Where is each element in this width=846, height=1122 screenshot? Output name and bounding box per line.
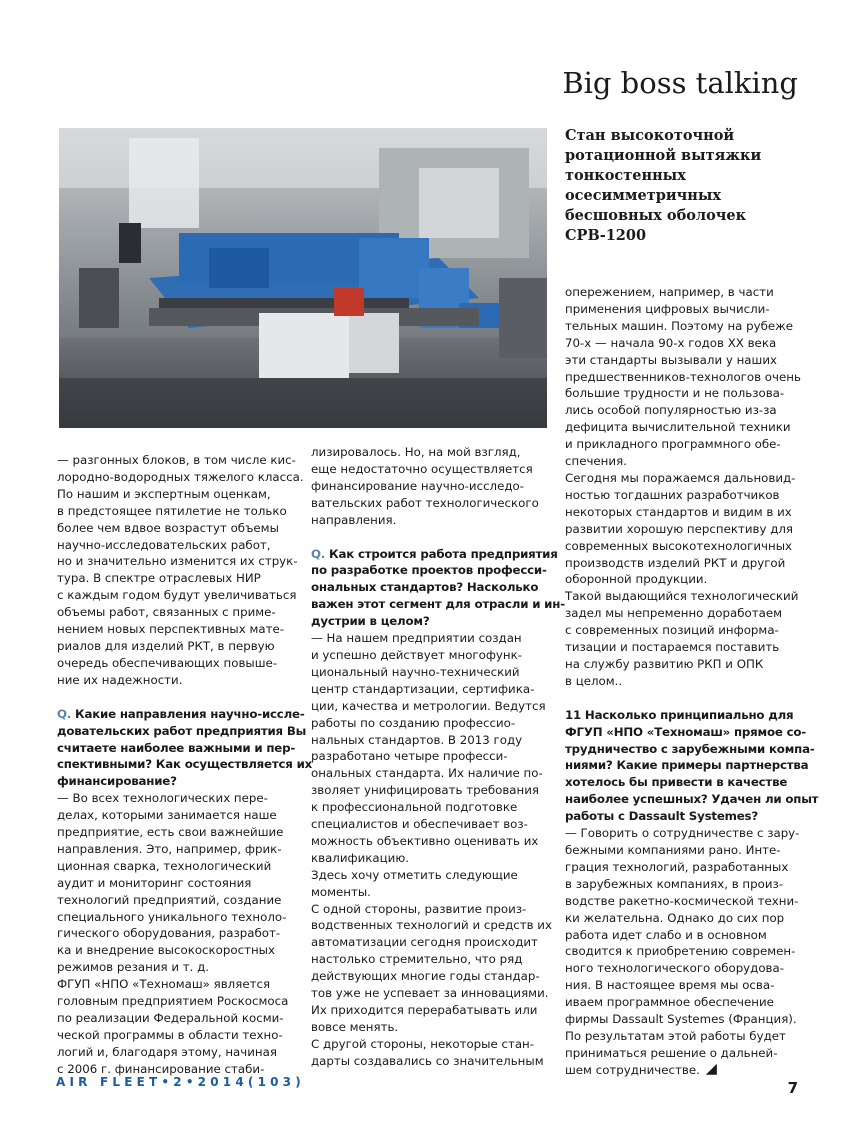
text-line: и прикладного программного обе- [565, 437, 781, 452]
text-line [565, 1062, 805, 1079]
text-line: в зарубежных компаниях, в произ- [565, 876, 784, 891]
text-line: циональный научно-технический [311, 664, 520, 679]
interview-question [57, 706, 313, 791]
text-line: риалов для изделий РКТ, в первую [57, 638, 275, 653]
text-line: грация технологий, разработанных [565, 859, 789, 874]
text-line: Здесь хочу отметить следующие [311, 867, 518, 882]
text-line: Их приходится перерабатывать или [311, 1003, 538, 1017]
text-line: Сегодня мы поражаемся дальновид- [565, 470, 796, 485]
text-line: объемы работ, связанных с приме- [57, 605, 276, 620]
text-line: в целом.. [565, 673, 623, 688]
paragraph [565, 588, 805, 689]
text-line: фирмы Dassault Systemes (Франция). [565, 1012, 797, 1027]
text-line: логий и, благодаря этому, начиная [57, 1044, 277, 1059]
text-line: нальных стандартов. В 2013 году [311, 732, 523, 747]
text-line: лись особой популярностью из-за [565, 403, 777, 418]
text-line: ции, качества и метрологии. Ведутся [311, 698, 546, 713]
text-line: гического оборудования, разработ- [57, 926, 281, 941]
text-line: С одной стороны, развитие произ- [311, 901, 527, 916]
paragraph [565, 284, 805, 470]
text-line: ностью тогдашних разработчиков [565, 487, 780, 502]
text-line: нением новых перспективных мате- [57, 622, 284, 637]
text-line: работы с Dassault Systemes? [565, 809, 759, 824]
caption-line: ротационной вытяжки [565, 147, 762, 164]
text-line: к профессиональной подготовке [311, 800, 518, 815]
text-line: и успешно действует многофунк- [311, 647, 522, 662]
text-line: хотелось бы привести в качестве [565, 775, 788, 790]
text-line: тура. В спектре отраслевых НИР [57, 571, 261, 586]
paragraph [57, 452, 304, 689]
text-line: дефицита вычислительной техники [565, 420, 791, 435]
text-line: — Говорить о сотрудничестве с зару- [565, 826, 800, 841]
text-line: ка и внедрение высокоскоростных [57, 943, 275, 958]
text-line: в предстоящее пятилетие не только [57, 503, 287, 518]
text-line: специального уникального техноло- [57, 909, 287, 924]
article-photo [59, 128, 547, 428]
question-text: Как строится работа предприятия [329, 546, 558, 561]
question-marker: Q. [57, 706, 72, 721]
machine-illustration [59, 128, 547, 428]
text-line: большие трудности и не пользова- [565, 386, 785, 401]
caption-line: тонкостенных [565, 167, 686, 184]
paragraph [57, 976, 297, 1077]
text-line: научно-исследовательских работ, [57, 537, 271, 552]
text-line: технологий предприятий, создание [57, 892, 282, 907]
text-line: с каждым годом будут увеличиваться [57, 588, 297, 603]
text-line: делах, которыми занимается наше [57, 808, 277, 823]
text-line: опережением, например, в части [565, 285, 774, 299]
text-line: ние их надежности. [57, 672, 183, 687]
article-column-3 [565, 284, 819, 1079]
text-line: с современных позиций информа- [565, 623, 779, 638]
text-line: трудничество с зарубежными компа- [565, 741, 815, 756]
text-line: режимов резания и т. д. [57, 960, 210, 975]
text-line: квалификацию. [311, 850, 409, 865]
text-line: финансирование научно-исследо- [311, 478, 524, 493]
text-line: более чем вдвое возрастут объемы [57, 520, 279, 535]
text-line: ческой программы в области техно- [57, 1027, 283, 1042]
text-line: ональных стандарта. Их наличие по- [311, 766, 543, 781]
text-line: некоторых стандартов и видим в их [565, 504, 792, 519]
section-title: Big boss talking [562, 66, 798, 100]
paragraph [311, 444, 551, 529]
text-line: сводится к приобретению современ- [565, 944, 796, 959]
paragraph [565, 470, 805, 588]
paragraph [311, 1036, 551, 1070]
text-line: автоматизации сегодня происходит [311, 935, 538, 950]
text-line: иваем программное обеспечение [565, 995, 774, 1010]
text-line: действующих многие годы стандар- [311, 969, 540, 984]
text-line: — Во всех технологических пере- [57, 791, 268, 806]
text-line: еще недостаточно осуществляется [311, 461, 533, 476]
text-line: По нашим и экспертным оценкам, [57, 486, 271, 501]
text-line: развитии хорошую перспективу для [565, 521, 793, 536]
text-line: на службу развитию РКП и ОПК [565, 656, 764, 671]
text-line: По результатам этой работы будет [565, 1028, 786, 1043]
text-line: работы по созданию профессио- [311, 715, 516, 730]
text-line: вательских работ технологического [311, 495, 539, 510]
text-line: довательских работ предприятия Вы [57, 723, 307, 738]
text-line: центр стандартизации, сертифика- [311, 681, 535, 696]
text-line: — На нашем предприятии создан [311, 631, 522, 646]
text-line: спективными? Как осуществляется их [57, 757, 313, 772]
text-line: ного технологического оборудова- [565, 961, 784, 976]
text-line: моменты. [311, 884, 371, 899]
text-line: настолько стремительно, что ряд [311, 952, 523, 967]
text-line: вовсе менять. [311, 1019, 399, 1034]
text-line: работа идет слабо и в основном [565, 927, 767, 942]
text-line: по разработке проектов професси- [311, 563, 547, 578]
text-line: специалистов и обеспечивает воз- [311, 817, 528, 832]
text-line: направления. Это, например, фрик- [57, 841, 282, 856]
text-line: разработано четыре професси- [311, 749, 508, 764]
caption-line: бесшовных оболочек [565, 207, 747, 224]
text-line: дарты создавались со значительным [311, 1053, 544, 1068]
text-line: предприятие, есть свои важнейшие [57, 825, 284, 840]
text-line: применения цифровых вычисли- [565, 301, 770, 316]
text-line: зволяет унифицировать требования [311, 783, 540, 798]
text-line: ональных стандартов? Насколько [311, 580, 539, 595]
text-line: 11 Насколько принципиально для [565, 707, 794, 722]
text-line: современных высокотехнологичных [565, 538, 792, 553]
last-line-text: шем сотрудничестве. [565, 1062, 700, 1077]
text-line: бежными компаниями рано. Инте- [565, 843, 781, 857]
page-number: 7 [787, 1079, 798, 1097]
text-line: ниями? Какие примеры партнерства [565, 758, 809, 773]
caption-line: осесимметричных [565, 187, 722, 204]
text-line: финансирование? [57, 774, 177, 789]
text-line: задел мы непременно доработаем [565, 606, 782, 621]
article-end-icon [706, 1064, 717, 1075]
text-line: приниматься решение о дальней- [565, 1045, 778, 1060]
text-line: по реализации Федеральной косми- [57, 1011, 284, 1025]
text-line: ционная сварка, технологический [57, 858, 272, 873]
text-line: эти стандарты вызывали у наших [565, 352, 777, 367]
text-line: С другой стороны, некоторые стан- [311, 1036, 535, 1051]
paragraph [57, 790, 297, 976]
magazine-footer: AIR FLEET•2•2014(103) [56, 1075, 305, 1089]
text-line: с 2006 г. финансирование стаби- [57, 1061, 265, 1076]
text-line: — разгонных блоков, в том числе кис- [57, 453, 296, 467]
text-line: ФГУП «НПО «Техномаш» является [57, 977, 271, 992]
text-line: водственных технологий и средств их [311, 918, 552, 933]
text-line: оборонной продукции. [565, 572, 708, 587]
paragraph [311, 630, 551, 867]
text-line: тов уже не успевает за инновациями. [311, 986, 549, 1001]
text-line [311, 546, 558, 563]
text-line: лизировалось. Но, на мой взгляд, [311, 445, 521, 459]
text-line: очередь обеспечивающих повыше- [57, 655, 278, 670]
text-line: ния. В настоящее время мы осва- [565, 978, 775, 993]
article-column-1 [57, 452, 313, 1078]
text-line: важен этот сегмент для отрасли и ин- [311, 597, 565, 612]
text-line: можность объективно оценивать их [311, 833, 539, 848]
text-line: ФГУП «НПО «Техномаш» прямое со- [565, 724, 807, 739]
text-line: 70-х — начала 90-х годов XX века [565, 335, 777, 350]
question-text: Какие направления научно-иссле- [75, 706, 305, 721]
text-line: дустрии в целом? [311, 614, 430, 629]
caption-line: СРВ-1200 [565, 227, 647, 244]
text-line: Такой выдающийся технологический [565, 589, 799, 604]
paragraph [565, 825, 805, 1079]
caption-line: Стан высокоточной [565, 127, 735, 144]
text-line: тельных машин. Поэтому на рубеже [565, 318, 794, 333]
interview-question [311, 546, 565, 631]
text-line: предшественников-технологов очень [565, 369, 801, 384]
text-line: направления. [311, 512, 397, 527]
interview-question [565, 707, 819, 825]
text-line: считаете наиболее важными и пер- [57, 740, 296, 755]
question-marker: Q. [311, 546, 326, 561]
text-line: лородно-водородных тяжелого класса. [57, 469, 304, 484]
text-line: аудит и мониторинг состояния [57, 875, 252, 890]
text-line: тизации и постараемся поставить [565, 640, 780, 655]
text-line: но и значительно изменится их струк- [57, 554, 298, 569]
paragraph [311, 901, 551, 1036]
photo-caption [565, 126, 795, 246]
text-line: наиболее успешных? Удачен ли опыт [565, 792, 819, 807]
text-line [57, 706, 305, 723]
article-column-2 [311, 444, 565, 1070]
text-line: головным предприятием Роскосмоса [57, 994, 289, 1009]
text-line: ки желательна. Однако до сих пор [565, 910, 785, 925]
text-line: спечения. [565, 454, 627, 469]
text-line: производств изделий РКТ и другой [565, 555, 786, 570]
text-line: водстве ракетно-космической техни- [565, 893, 799, 908]
paragraph [311, 867, 551, 901]
